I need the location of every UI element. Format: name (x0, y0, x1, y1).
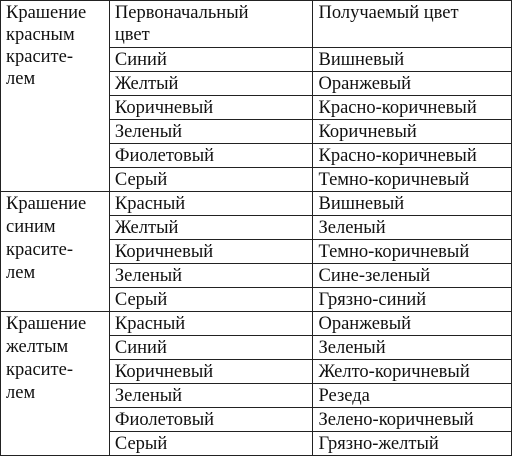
original-color-cell: Желтый (109, 216, 313, 240)
original-color-cell: Коричневый (109, 360, 313, 384)
header-result-color: Получаемый цвет (313, 1, 512, 48)
result-color-cell: Темно-коричневый (313, 168, 512, 192)
result-color-cell: Грязно-желтый (313, 432, 512, 456)
original-color-cell: Коричневый (109, 96, 313, 120)
original-color-cell: Зеленый (109, 264, 313, 288)
group-label-red-dye: Крашение красным красите- лем (1, 1, 110, 192)
original-color-cell: Синий (109, 48, 313, 72)
result-color-cell: Сине-зеленый (313, 264, 512, 288)
group-label-blue-dye: Крашение синим красите- лем (1, 192, 110, 312)
original-color-cell: Зеленый (109, 384, 313, 408)
original-color-cell: Фиолетовый (109, 144, 313, 168)
result-color-cell: Оранжевый (313, 72, 512, 96)
result-color-cell: Зеленый (313, 216, 512, 240)
original-color-cell: Зеленый (109, 120, 313, 144)
result-color-cell: Вишневый (313, 192, 512, 216)
original-color-cell: Синий (109, 336, 313, 360)
original-color-cell: Красный (109, 312, 313, 336)
result-color-cell: Коричневый (313, 120, 512, 144)
result-color-cell: Оранжевый (313, 312, 512, 336)
result-color-cell: Красно-коричневый (313, 144, 512, 168)
original-color-cell: Красный (109, 192, 313, 216)
result-color-cell: Вишневый (313, 48, 512, 72)
result-color-cell: Зелено-коричневый (313, 408, 512, 432)
result-color-cell: Грязно-синий (313, 288, 512, 312)
original-color-cell: Коричневый (109, 240, 313, 264)
result-color-cell: Красно-коричневый (313, 96, 512, 120)
header-original-color: Первоначальный цвет (109, 1, 313, 48)
result-color-cell: Зеленый (313, 336, 512, 360)
table-row (1, 312, 512, 336)
original-color-cell: Серый (109, 168, 313, 192)
result-color-cell: Темно-коричневый (313, 240, 512, 264)
table-row (1, 192, 512, 216)
original-color-cell: Фиолетовый (109, 408, 313, 432)
original-color-cell: Серый (109, 288, 313, 312)
table-header-row (1, 1, 512, 48)
group-label-yellow-dye: Крашение желтым красите- лем (1, 312, 110, 456)
result-color-cell: Резеда (313, 384, 512, 408)
result-color-cell: Желто-коричневый (313, 360, 512, 384)
original-color-cell: Желтый (109, 72, 313, 96)
original-color-cell: Серый (109, 432, 313, 456)
